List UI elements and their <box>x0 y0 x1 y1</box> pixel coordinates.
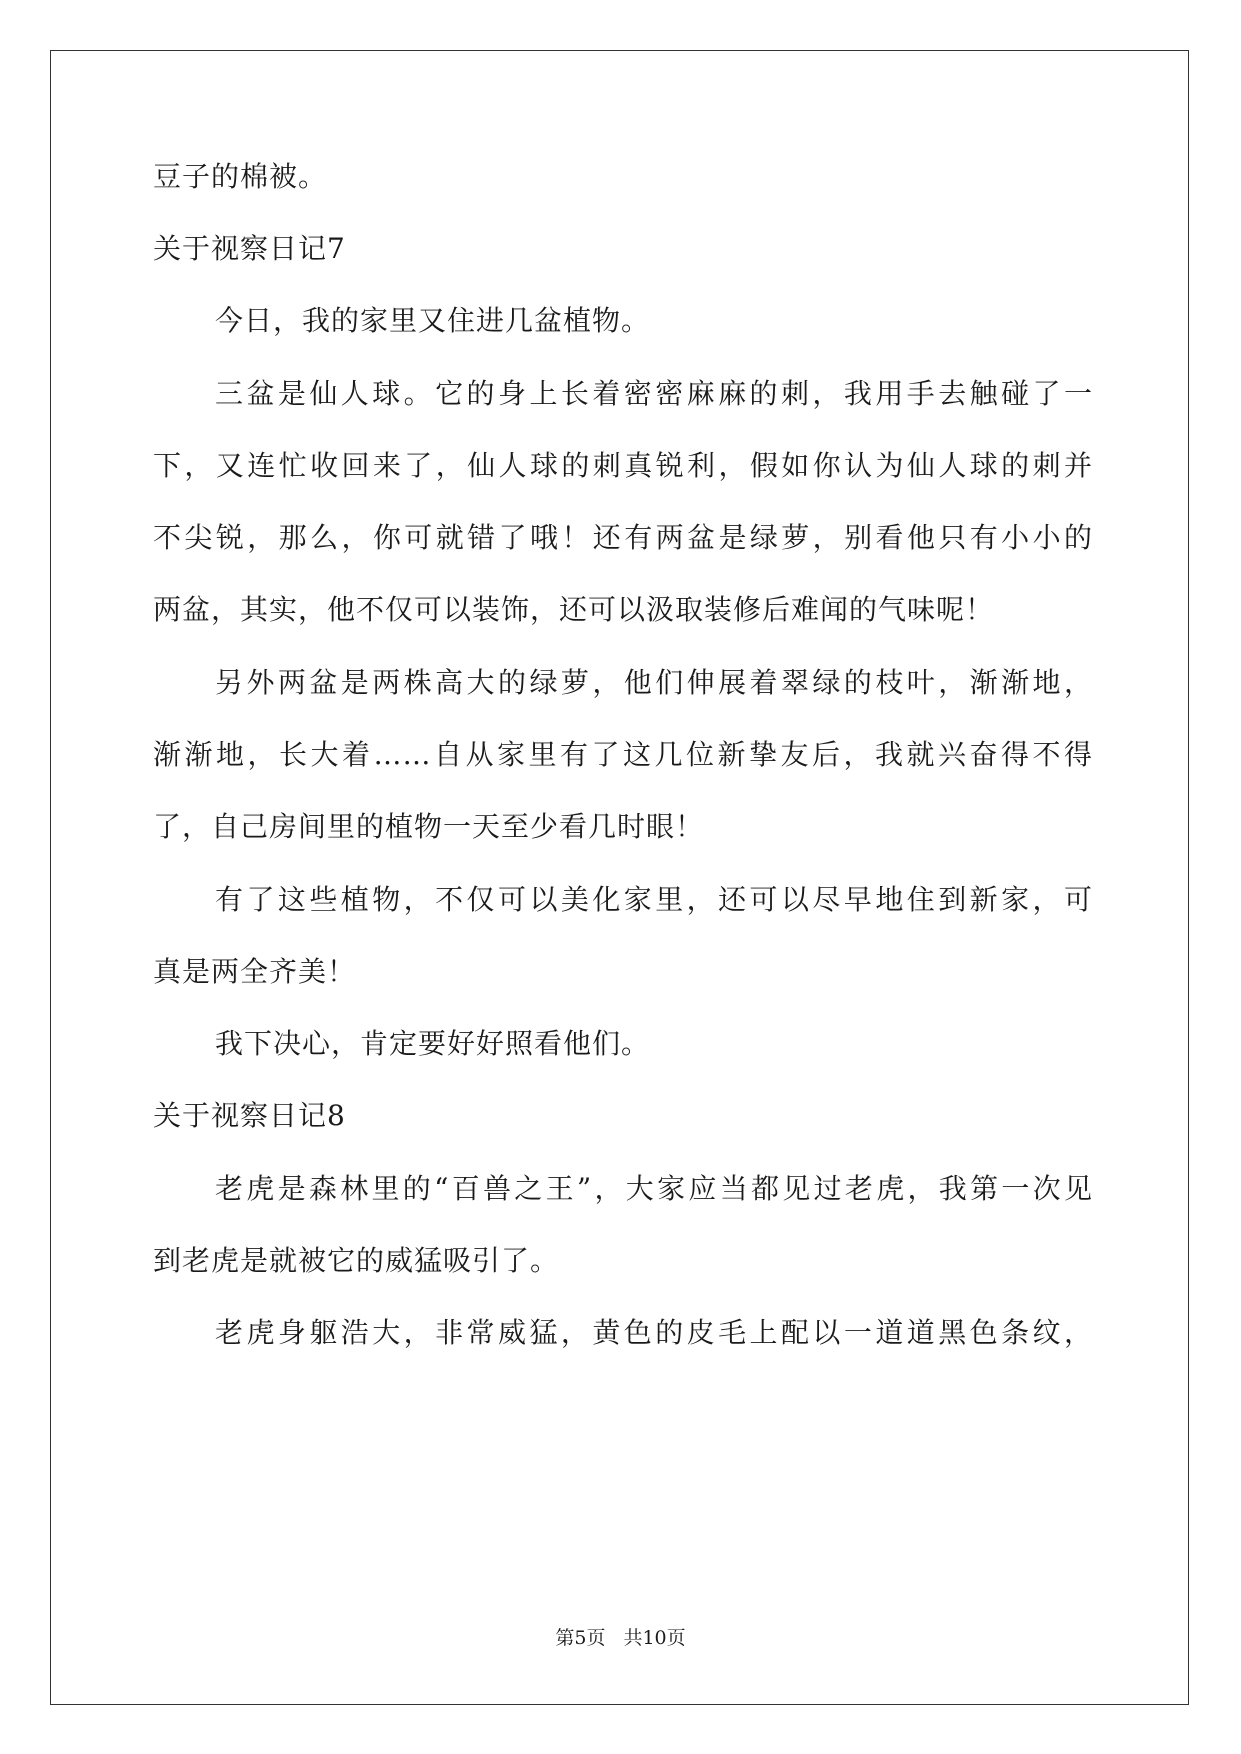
paragraph-line: 两盆，其实，他不仅可以装饰，还可以汲取装修后难闻的气味呢！ <box>153 593 995 626</box>
paragraph-line: 今日，我的家里又住进几盆植物。 <box>215 304 651 337</box>
paragraph-line: 了，自己房间里的植物一天至少看几时眼！ <box>153 810 705 843</box>
paragraph-line: 到老虎是就被它的威猛吸引了。 <box>153 1244 560 1277</box>
paragraph-line: 渐渐地，长大着……自从家里有了这几位新挚友后，我就兴奋得不得 <box>153 738 1093 771</box>
section-heading: 关于视察日记8 <box>153 1099 346 1132</box>
paragraph-line: 三盆是仙人球。它的身上长着密密麻麻的刺，我用手去触碰了一 <box>215 377 1093 410</box>
paragraph-line: 老虎身躯浩大，非常威猛，黄色的皮毛上配以一道道黑色条纹， <box>215 1316 1093 1349</box>
paragraph-line: 我下决心，肯定要好好照看他们。 <box>215 1027 651 1060</box>
paragraph-line: 另外两盆是两株高大的绿萝，他们伸展着翠绿的枝叶，渐渐地， <box>215 666 1093 699</box>
paragraph-line: 老虎是森林里的“百兽之王”，大家应当都见过老虎，我第一次见 <box>215 1172 1093 1205</box>
page-footer <box>0 1626 1241 1650</box>
page-number-current: 第5页 <box>555 1627 606 1649</box>
page-border <box>50 50 1189 1705</box>
section-heading: 关于视察日记7 <box>153 232 346 265</box>
paragraph-line: 有了这些植物，不仅可以美化家里，还可以尽早地住到新家，可 <box>215 883 1093 916</box>
paragraph-line: 下，又连忙收回来了，仙人球的刺真锐利，假如你认为仙人球的刺并 <box>153 449 1093 482</box>
page-number-total: 共10页 <box>623 1627 686 1649</box>
paragraph-line: 真是两全齐美！ <box>153 955 357 988</box>
paragraph-line: 不尖锐，那么，你可就错了哦！还有两盆是绿萝，别看他只有小小的 <box>153 521 1093 554</box>
paragraph-line: 豆子的棉被。 <box>153 160 328 193</box>
